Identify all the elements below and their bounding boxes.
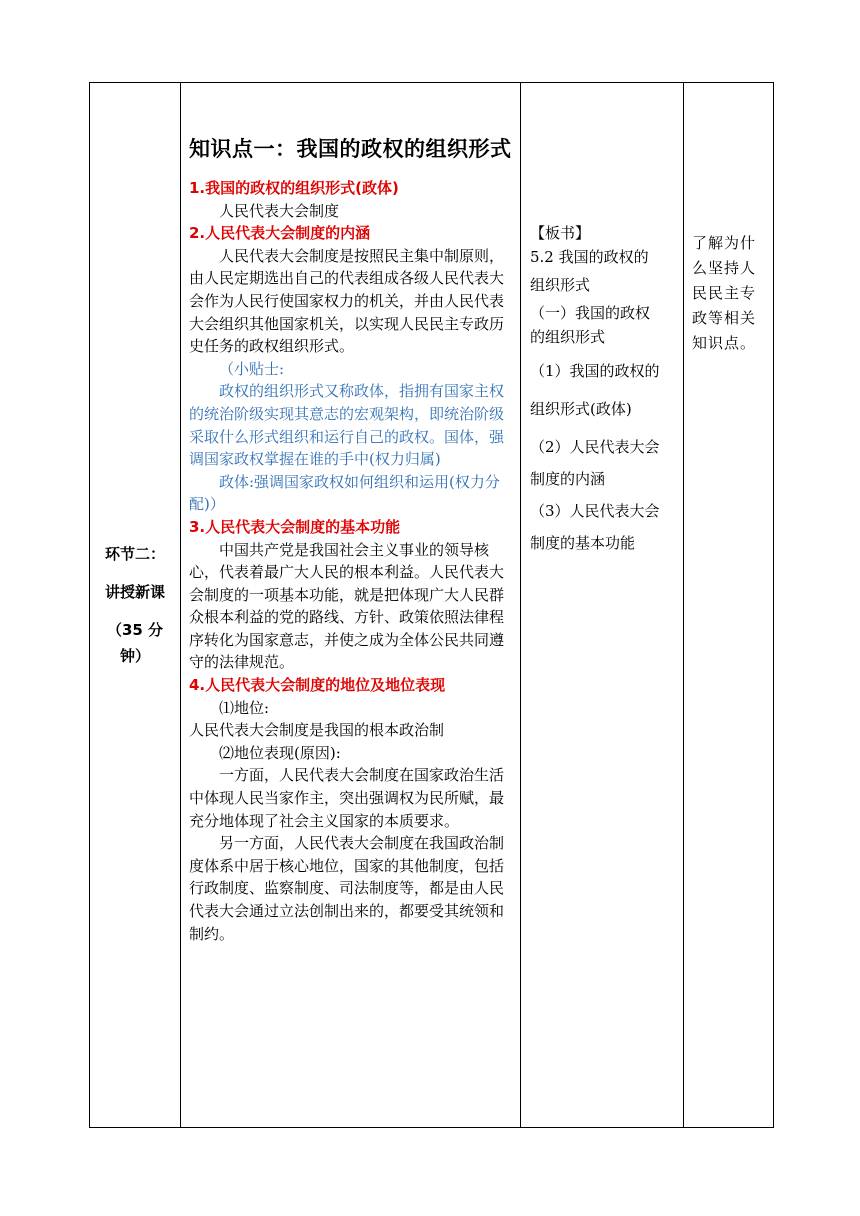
board-line2: 组织形式 [530, 276, 591, 294]
knowledge-point-title: 知识点一：我国的政权的组织形式 [189, 137, 512, 161]
section4-heading: 4.人民代表大会制度的地位及地位表现 [189, 676, 446, 695]
stage-duration-line2: 钟） [119, 647, 150, 665]
stage-cell [90, 83, 181, 1128]
section2-heading: 2.人民代表大会制度的内涵 [189, 224, 371, 243]
teaching-content [181, 83, 520, 945]
section4-paragraph1: 一方面，人民代表大会制度在国家政治生活中体现人民当家作主，突出强调权为民所赋，最充分地体现了社会主义国家的本质要求。 [189, 766, 505, 830]
section3-heading: 3.人民代表大会制度的基本功能 [189, 517, 401, 536]
section1-text: 人民代表大会制度 [219, 201, 340, 220]
board-item3b: 制度的基本功能 [530, 534, 636, 552]
tip-open: （小贴士: [219, 359, 285, 378]
board-item1a: （1）我国的政权的 [530, 362, 660, 380]
board-cell [521, 83, 684, 1128]
board-label: 【板书】 [530, 224, 591, 242]
section4-sub1: ⑴地位: [219, 698, 270, 717]
section4-sub1-text: 人民代表大会制度是我国的根本政治制 [189, 721, 445, 740]
board-item3a: （3）人民代表大会 [530, 502, 660, 520]
lesson-plan-table [89, 82, 774, 1128]
board-line4: 的组织形式 [530, 328, 606, 346]
stage-label [90, 541, 180, 669]
section3-text: 中国共产党是我国社会主义事业的领导核心，代表着最广大人民的根本利益。人民代表大会制度的一项基本功能，就是把体现广大人民群众根本利益的党的路线、方针、政策依照法律程序转化为国家意志，并使之成为全体公民共同遵守的法律规范。 [189, 540, 505, 672]
stage-activity: 讲授新课 [104, 583, 165, 601]
stage-duration-line1: （35 分 [106, 621, 164, 639]
board-item2b: 制度的内涵 [530, 470, 606, 488]
table-row [90, 83, 774, 1128]
design-intent-text: 了解为什么坚持人民民主专政等相关知识点。 [692, 234, 757, 352]
section4-sub2: ⑵地位表现(原因): [219, 743, 341, 762]
board-line1: 5.2 我国的政权的 [530, 248, 649, 266]
tip-text2: 政体:强调国家政权如何组织和运用(权力分配)） [189, 472, 500, 514]
stage-name: 环节二： [104, 545, 165, 563]
tip-text1: 政权的组织形式又称政体，指拥有国家主权的统治阶级实现其意志的宏观架构，即统治阶级采取什么形式组织和运行自己的政权。国体，强调国家政权掌握在谁的手中(权力归属) [189, 382, 505, 469]
goal-cell [684, 83, 774, 1128]
section2-text: 人民代表大会制度是按照民主集中制原则，由人民定期选出自己的代表组成各级人民代表大会作为人民行使国家权力的机关，并由人民代表大会组织其他国家机关，以实现人民民主专政历史任务的政权组织形式。 [189, 246, 505, 356]
section1-heading: 1.我国的政权的组织形式(政体) [189, 179, 399, 197]
board-item1b: 组织形式(政体) [530, 400, 632, 418]
blackboard-outline [521, 83, 683, 559]
board-item2a: （2）人民代表大会 [530, 438, 660, 456]
board-line3: （一）我国的政权 [530, 304, 651, 322]
section4-paragraph2: 另一方面，人民代表大会制度在我国政治制度体系中居于核心地位，国家的其他制度，包括行政制度、监察制度、司法制度等，都是由人民代表大会通过立法创制出来的，都要受其统领和制约。 [189, 834, 505, 943]
content-cell [181, 83, 521, 1128]
